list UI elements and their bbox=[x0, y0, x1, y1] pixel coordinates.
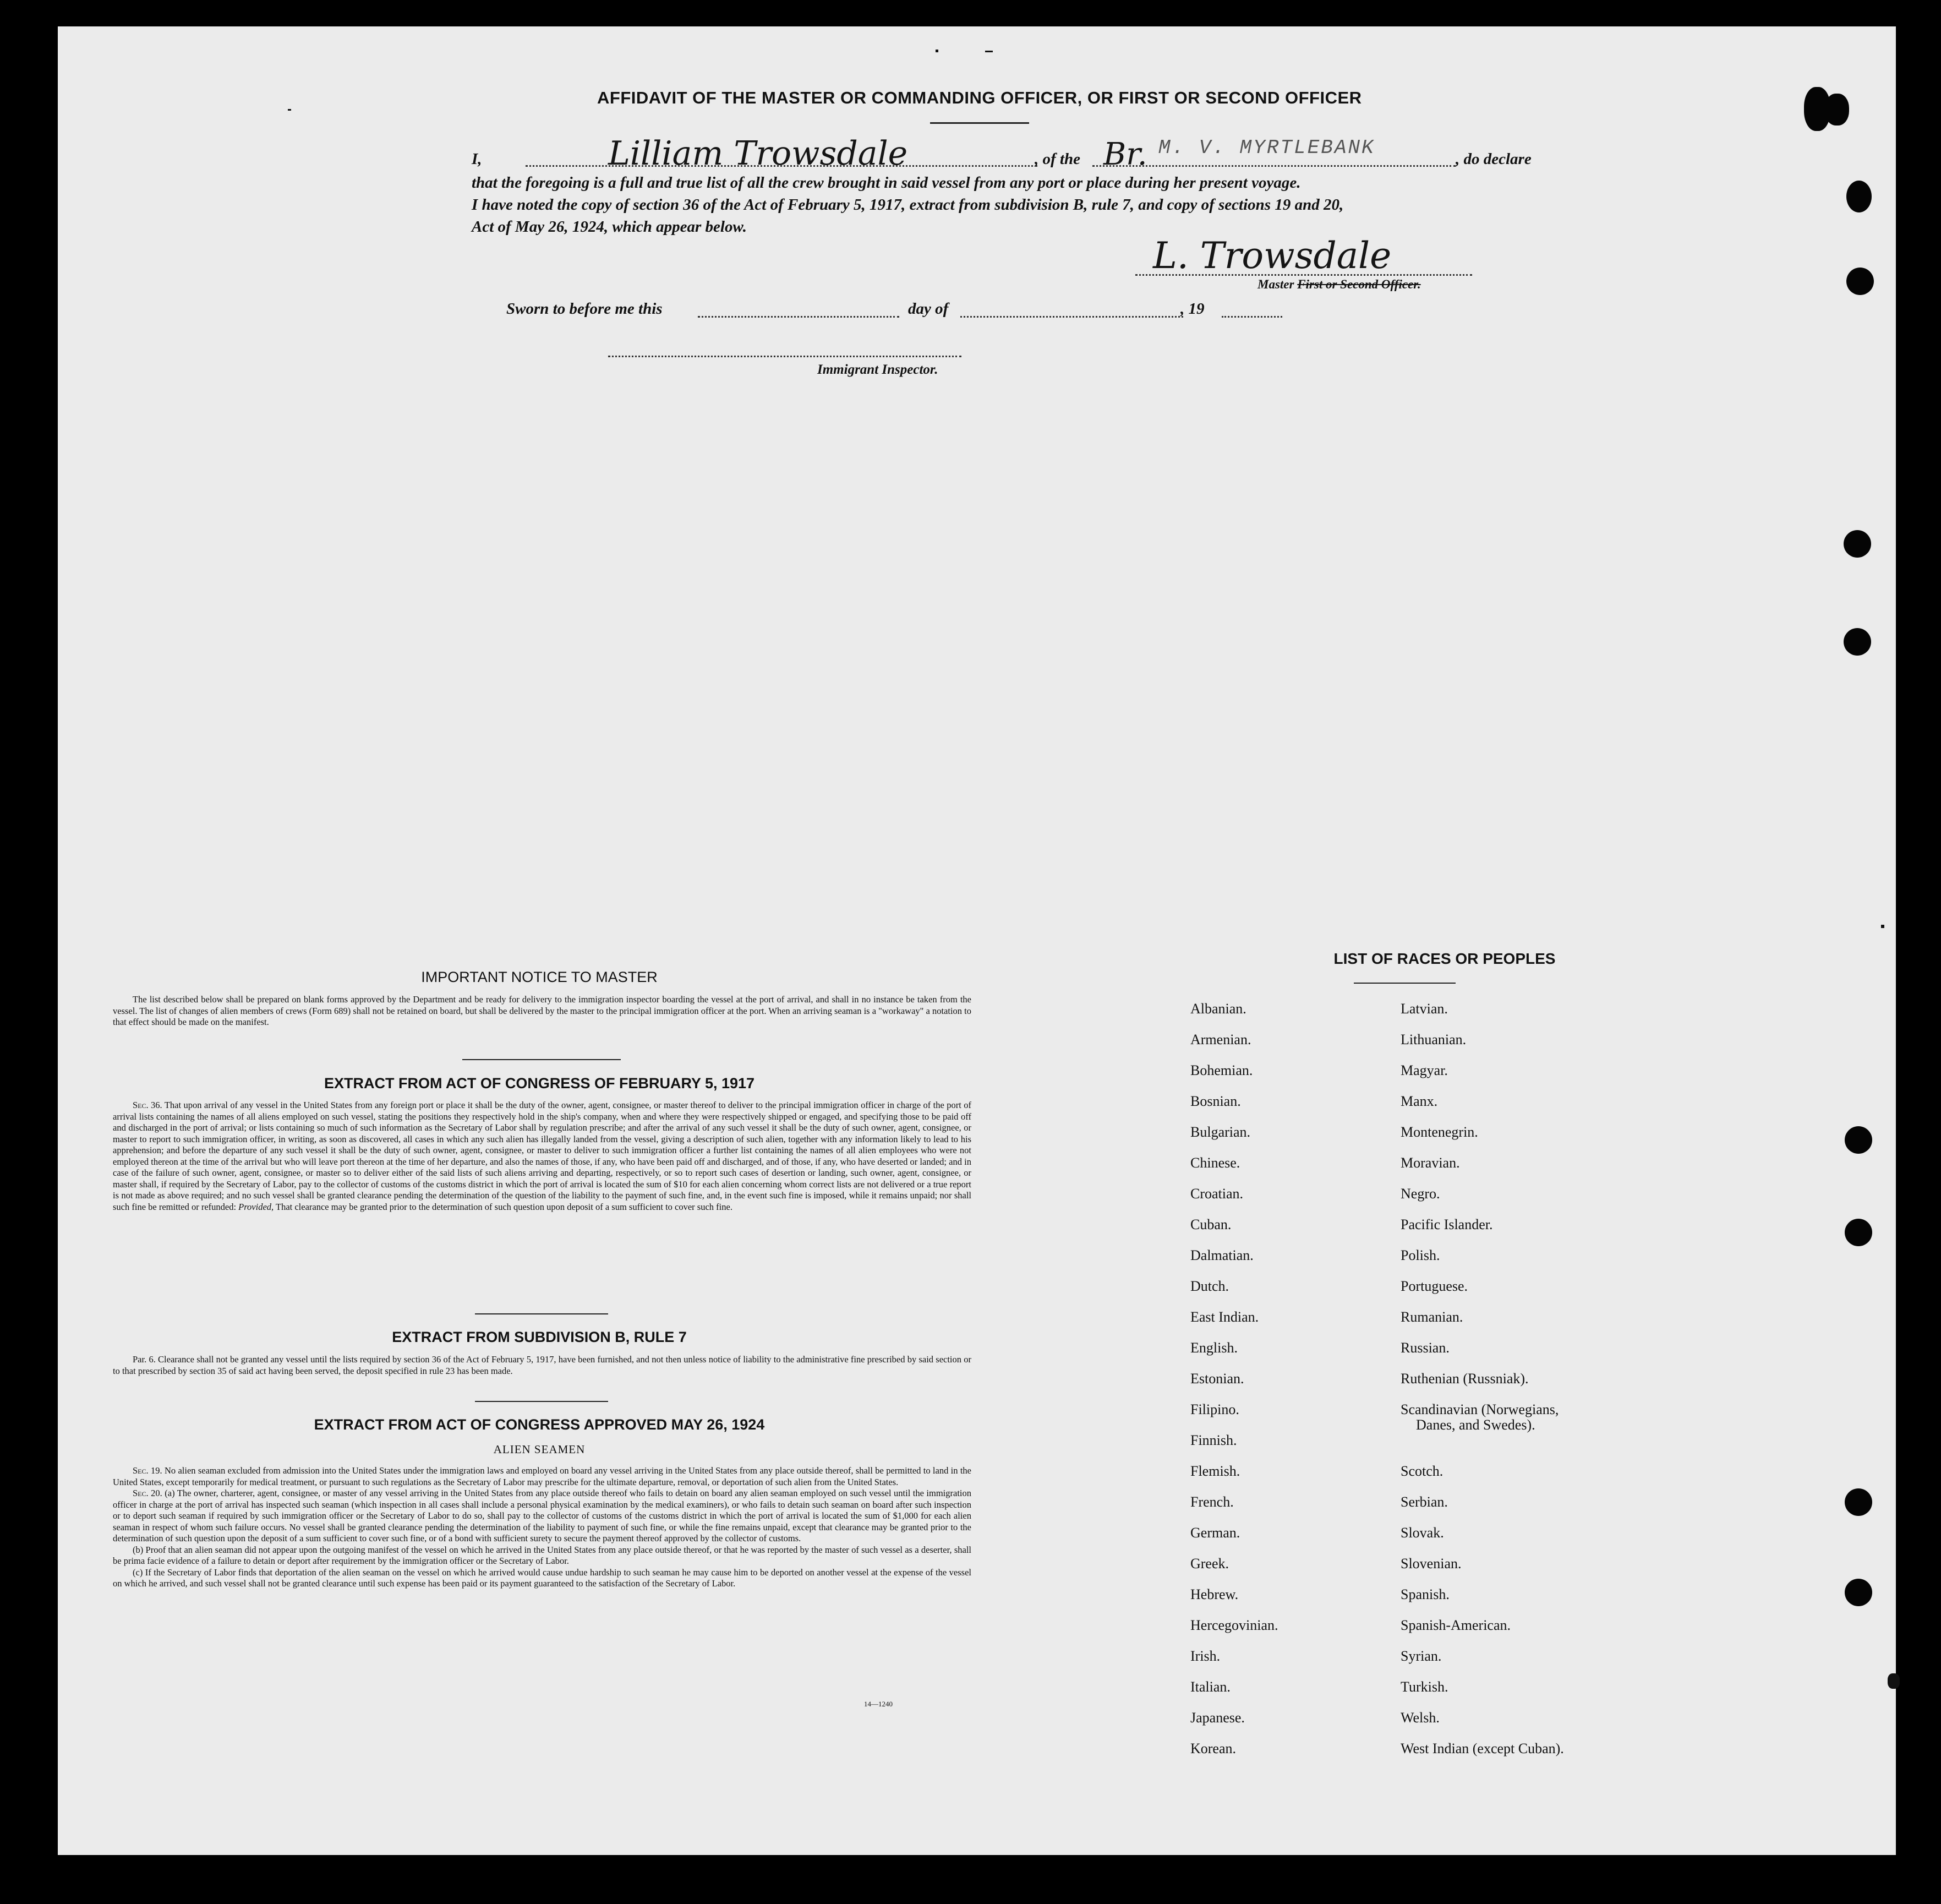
race-item: Flemish. bbox=[1190, 1463, 1240, 1479]
binder-hole bbox=[1845, 1488, 1872, 1516]
sworn-year-line bbox=[1222, 316, 1282, 318]
race-item: Albanian. bbox=[1190, 1001, 1246, 1017]
race-item: Italian. bbox=[1190, 1679, 1231, 1695]
sec-36-text-end: That clearance may be granted prior to the determination of such question upon deposit of a sum sufficient to cover such fine. bbox=[276, 1201, 732, 1212]
race-item: Russian. bbox=[1401, 1340, 1450, 1356]
day-of-label: day of bbox=[908, 300, 949, 318]
notice-text bbox=[113, 994, 971, 1028]
affidavit-i-label: I, bbox=[472, 150, 482, 168]
race-item: Dutch. bbox=[1190, 1278, 1229, 1294]
race-item: English. bbox=[1190, 1340, 1238, 1356]
rule-7-title: EXTRACT FROM SUBDIVISION B, RULE 7 bbox=[392, 1329, 687, 1345]
sec-20b-paragraph: (b) Proof that an alien seaman did not appear upon the outgoing manifest of the vessel on which he arrived in the United States from any place outside thereof, or that he was reported by the master of such vessel as a deserter, shall be prima facie evidence of a failure to detain or deport after requirement by the immigration officer or the Secretary of Labor. bbox=[113, 1544, 971, 1566]
signature-role bbox=[1257, 277, 1421, 292]
affidavit-line-4: Act of May 26, 1924, which appear below. bbox=[472, 218, 747, 236]
race-item: Latvian. bbox=[1401, 1001, 1448, 1017]
extract-1917-text bbox=[113, 1100, 971, 1213]
par-6-paragraph: Par. 6. Clearance shall not be granted any vessel until the lists required by section 36 of the Act of February 5, 1917, have been furnished, and not then unless notice of liability to the administrative fine prescribed by said section or to that prescribed by section 35 of said act having been served, the deposit specified in rule 23 has been made. bbox=[113, 1354, 971, 1376]
race-item: Hercegovinian. bbox=[1190, 1617, 1278, 1633]
race-item: Portuguese. bbox=[1401, 1278, 1468, 1294]
divider-2 bbox=[475, 1313, 608, 1314]
vessel-name-typed: M. V. MYRTLEBANK bbox=[1158, 137, 1375, 159]
race-item: German. bbox=[1190, 1525, 1240, 1541]
race-item: West Indian (except Cuban). bbox=[1401, 1741, 1564, 1756]
sec-36-paragraph bbox=[113, 1100, 971, 1213]
divider-1 bbox=[462, 1059, 621, 1060]
race-item: Pacific Islander. bbox=[1401, 1216, 1493, 1232]
scan-speck bbox=[1888, 1673, 1900, 1689]
binder-hole bbox=[1845, 1219, 1872, 1246]
affidavit-line-3: I have noted the copy of section 36 of the Act of February 5, 1917, extract from subdivision B, rule 7, and copy of sections 19 and 20, bbox=[472, 196, 1344, 214]
document-page bbox=[58, 26, 1896, 1855]
race-item: Spanish-American. bbox=[1401, 1617, 1511, 1633]
role-master: Master bbox=[1257, 277, 1294, 291]
race-item: Japanese. bbox=[1190, 1710, 1245, 1726]
notice-paragraph: The list described below shall be prepared on blank forms approved by the Department and be ready for delivery to the immigration inspector boarding the vessel at the port of arrival, and shall in no instance be taken from the vessel. The list of changes of alien members of crews (Form 689) shall not be retained on board, but shall be delivered by the master to the principal immigration officer at the port. When an arriving seaman is a "workaway" a notation to that effect should be made on the manifest. bbox=[113, 994, 971, 1027]
race-item: Croatian. bbox=[1190, 1186, 1244, 1202]
race-item: Irish. bbox=[1190, 1648, 1221, 1664]
year-label: , 19 bbox=[1180, 300, 1205, 318]
race-item: Ruthenian (Russniak). bbox=[1401, 1371, 1529, 1387]
master-signature: L. Trowsdale bbox=[1153, 234, 1392, 277]
binder-hole bbox=[1845, 1579, 1872, 1606]
binder-hole bbox=[1845, 1126, 1872, 1154]
rule-7-text bbox=[113, 1354, 971, 1377]
races-title: LIST OF RACES OR PEOPLES bbox=[1333, 950, 1556, 967]
race-item: Bohemian. bbox=[1190, 1062, 1253, 1078]
race-item: Syrian. bbox=[1401, 1648, 1442, 1664]
sworn-label: Sworn to before me this bbox=[506, 300, 663, 318]
race-item: Korean. bbox=[1190, 1741, 1237, 1756]
sec-36-label: Sec. 36. bbox=[133, 1100, 162, 1110]
scan-speck bbox=[288, 109, 291, 111]
race-item: Spanish. bbox=[1401, 1586, 1450, 1602]
form-number: 14—1240 bbox=[864, 1700, 893, 1708]
master-name-handwritten: Lilliam Trowsdale bbox=[608, 134, 908, 173]
sworn-day-line bbox=[698, 316, 899, 318]
sec-20c-paragraph: (c) If the Secretary of Labor finds that deportation of the alien seaman on the vessel on which he arrived would cause undue hardship to such seaman he may cause him to be deported on another vessel at the expense of the vessel on which he arrived, and such vessel shall not be granted clearance until such expense has been paid or its payment guaranteed to the satisfaction of the Secretary of Labor. bbox=[113, 1567, 971, 1589]
race-item: Manx. bbox=[1401, 1093, 1438, 1109]
race-item: Bosnian. bbox=[1190, 1093, 1241, 1109]
race-item: East Indian. bbox=[1190, 1309, 1259, 1325]
race-item: Greek. bbox=[1190, 1556, 1229, 1572]
binder-hole bbox=[1844, 628, 1871, 656]
race-item: Lithuanian. bbox=[1401, 1032, 1467, 1048]
flag-handwritten: Br. bbox=[1103, 137, 1147, 172]
race-item: Slovak. bbox=[1401, 1525, 1444, 1541]
binder-hole bbox=[1844, 530, 1871, 558]
race-item: Filipino. bbox=[1190, 1401, 1239, 1417]
title-divider bbox=[930, 122, 1029, 124]
sec-20-label: Sec. 20. bbox=[133, 1488, 162, 1498]
race-item: Cuban. bbox=[1190, 1216, 1232, 1232]
sec-19-label: Sec. 19. bbox=[133, 1465, 162, 1476]
race-item: French. bbox=[1190, 1494, 1234, 1510]
alien-seamen-subtitle: ALIEN SEAMEN bbox=[493, 1443, 586, 1456]
extract-1917-title: EXTRACT FROM ACT OF CONGRESS OF FEBRUARY 5, 1917 bbox=[324, 1075, 755, 1092]
race-item: Scotch. bbox=[1401, 1463, 1444, 1479]
race-item: Welsh. bbox=[1401, 1710, 1440, 1726]
affidavit-line-2: that the foregoing is a full and true list of all the crew brought in said vessel from any port or place during her present voyage. bbox=[472, 174, 1301, 192]
provided-word: Provided, bbox=[238, 1201, 274, 1212]
sec-20a-text: (a) The owner, charterer, agent, consignee, or master of any vessel arriving in the United States from any place outside thereof who fails to detain on board any alien seaman employed on such vessel until the immigration officer in charge at the port of arrival has inspected such seaman (which inspection in all cases shall include a personal physical examination by the medical examiners), or who fails to detain such seaman on board after such inspection or to deport such seaman if required by such immigration officer or the Secretary of Labor to do so, shall pay to the collector of customs of the customs district in which the port of arrival is located the sum of $1,000 for each alien seaman in respect of whom such failure occurs. No vessel shall be granted clearance pending the determination of the liability to payment of such fine, or while the fine remains unpaid, except that clearance may be granted prior to the determination of such question upon the deposit of a sum sufficient to cover such fine, or of a bond with sufficient surety to secure the payment thereof approved by the collector of customs. bbox=[113, 1488, 972, 1543]
affidavit-title: AFFIDAVIT OF THE MASTER OR COMMANDING OFFICER, OR FIRST OR SECOND OFFICER bbox=[597, 88, 1362, 107]
sec-19-paragraph bbox=[113, 1465, 971, 1488]
races-divider bbox=[1354, 983, 1456, 984]
race-item: Rumanian. bbox=[1401, 1309, 1463, 1325]
extract-1924-text bbox=[113, 1465, 971, 1590]
race-item: Slovenian. bbox=[1401, 1556, 1462, 1572]
scan-speck bbox=[985, 51, 993, 52]
race-item: Estonian. bbox=[1190, 1371, 1244, 1387]
race-item: Chinese. bbox=[1190, 1155, 1240, 1171]
of-the-label: , of the bbox=[1035, 150, 1080, 168]
race-item: Dalmatian. bbox=[1190, 1247, 1254, 1263]
notice-title: IMPORTANT NOTICE TO MASTER bbox=[421, 969, 658, 985]
race-item: Magyar. bbox=[1401, 1062, 1448, 1078]
sec-36-text: That upon arrival of any vessel in the United States from any foreign port or place it shall be the duty of the owner, agent, consignee, or master thereof to deliver to the principal immigration officer in charge of the port of arrival lists containing the names of all aliens employed on such vessel, stating the positions they respectively hold in the ship's company, when and where they were respectively shipped or engaged, and specifying those to be paid off and discharged in the port of arrival; or lists containing so much of such information as the Secretary of Labor shall by regulation prescribe; and after the arrival of any such vessel it shall be the duty of such owner, agent, consignee, or master to report to such immigration officer, in writing, as soon as discovered, all cases in which any such alien has illegally landed from the vessel, giving a description of such alien, together with any information likely to lead to his apprehension; and before the departure of any such vessel it shall be the duty of such owner, agent, consignee, or master to deliver to such immigration officer a further list containing the names of all alien employees who were not employed thereon at the time of the arrival but who will leave port thereon at the time of her departure, and also the names of those, if any, who have been paid off and discharged, and of those, if any, who have deserted or landed; and in case of the failure of such owner, agent, consignee, or master so to deliver either of the said lists of such aliens arriving and departing, respectively, or so to report such cases of desertion or landing, such owner, agent, consignee, or master shall, if required by the Secretary of Labor, pay to the collector of customs of the customs district in which the port of arrival is located the sum of $10 for each alien concerning whom correct lists are not delivered or a true report is not made as above required; and no such vessel shall be granted clearance pending the determination of the question of the liability to the payment of such fine, and, in the event such fine is imposed, while it remains unpaid; nor shall such fine be remitted or refunded: bbox=[113, 1100, 972, 1212]
scan-speck bbox=[936, 50, 938, 52]
sworn-month-line bbox=[960, 316, 1183, 318]
do-declare-label: , do declare bbox=[1456, 150, 1532, 168]
sec-20a-paragraph bbox=[113, 1488, 971, 1545]
role-officer-struck: First or Second Officer. bbox=[1297, 277, 1421, 291]
race-item: Polish. bbox=[1401, 1247, 1440, 1263]
race-item: Negro. bbox=[1401, 1186, 1440, 1202]
race-item: Montenegrin. bbox=[1401, 1124, 1478, 1140]
scan-speck bbox=[1881, 925, 1884, 928]
race-item: Danes, and Swedes). bbox=[1416, 1417, 1535, 1433]
inspector-line bbox=[608, 356, 961, 357]
divider-3 bbox=[475, 1401, 608, 1402]
race-item: Scandinavian (Norwegians, bbox=[1401, 1401, 1559, 1417]
race-item: Serbian. bbox=[1401, 1494, 1448, 1510]
race-item: Bulgarian. bbox=[1190, 1124, 1251, 1140]
race-item: Moravian. bbox=[1401, 1155, 1460, 1171]
binder-hole bbox=[1846, 181, 1872, 212]
binder-hole bbox=[1825, 94, 1849, 126]
race-item: Hebrew. bbox=[1190, 1586, 1239, 1602]
race-item: Finnish. bbox=[1190, 1432, 1237, 1448]
binder-hole bbox=[1846, 268, 1874, 295]
inspector-label: Immigrant Inspector. bbox=[817, 362, 938, 377]
race-item: Turkish. bbox=[1401, 1679, 1448, 1695]
extract-1924-title: EXTRACT FROM ACT OF CONGRESS APPROVED MAY 26, 1924 bbox=[314, 1416, 765, 1433]
race-item: Armenian. bbox=[1190, 1032, 1251, 1048]
sec-19-text: No alien seaman excluded from admission into the United States under the immigration laws and employed on board any vessel arriving in the United States from any place outside thereof, shall be permitted to land in the United States, except temporarily for medical treatment, or pursuant to such regulations as the Secretary of Labor may prescribe for the ultimate departure, removal, or deportation of such alien from the United States. bbox=[113, 1465, 972, 1487]
